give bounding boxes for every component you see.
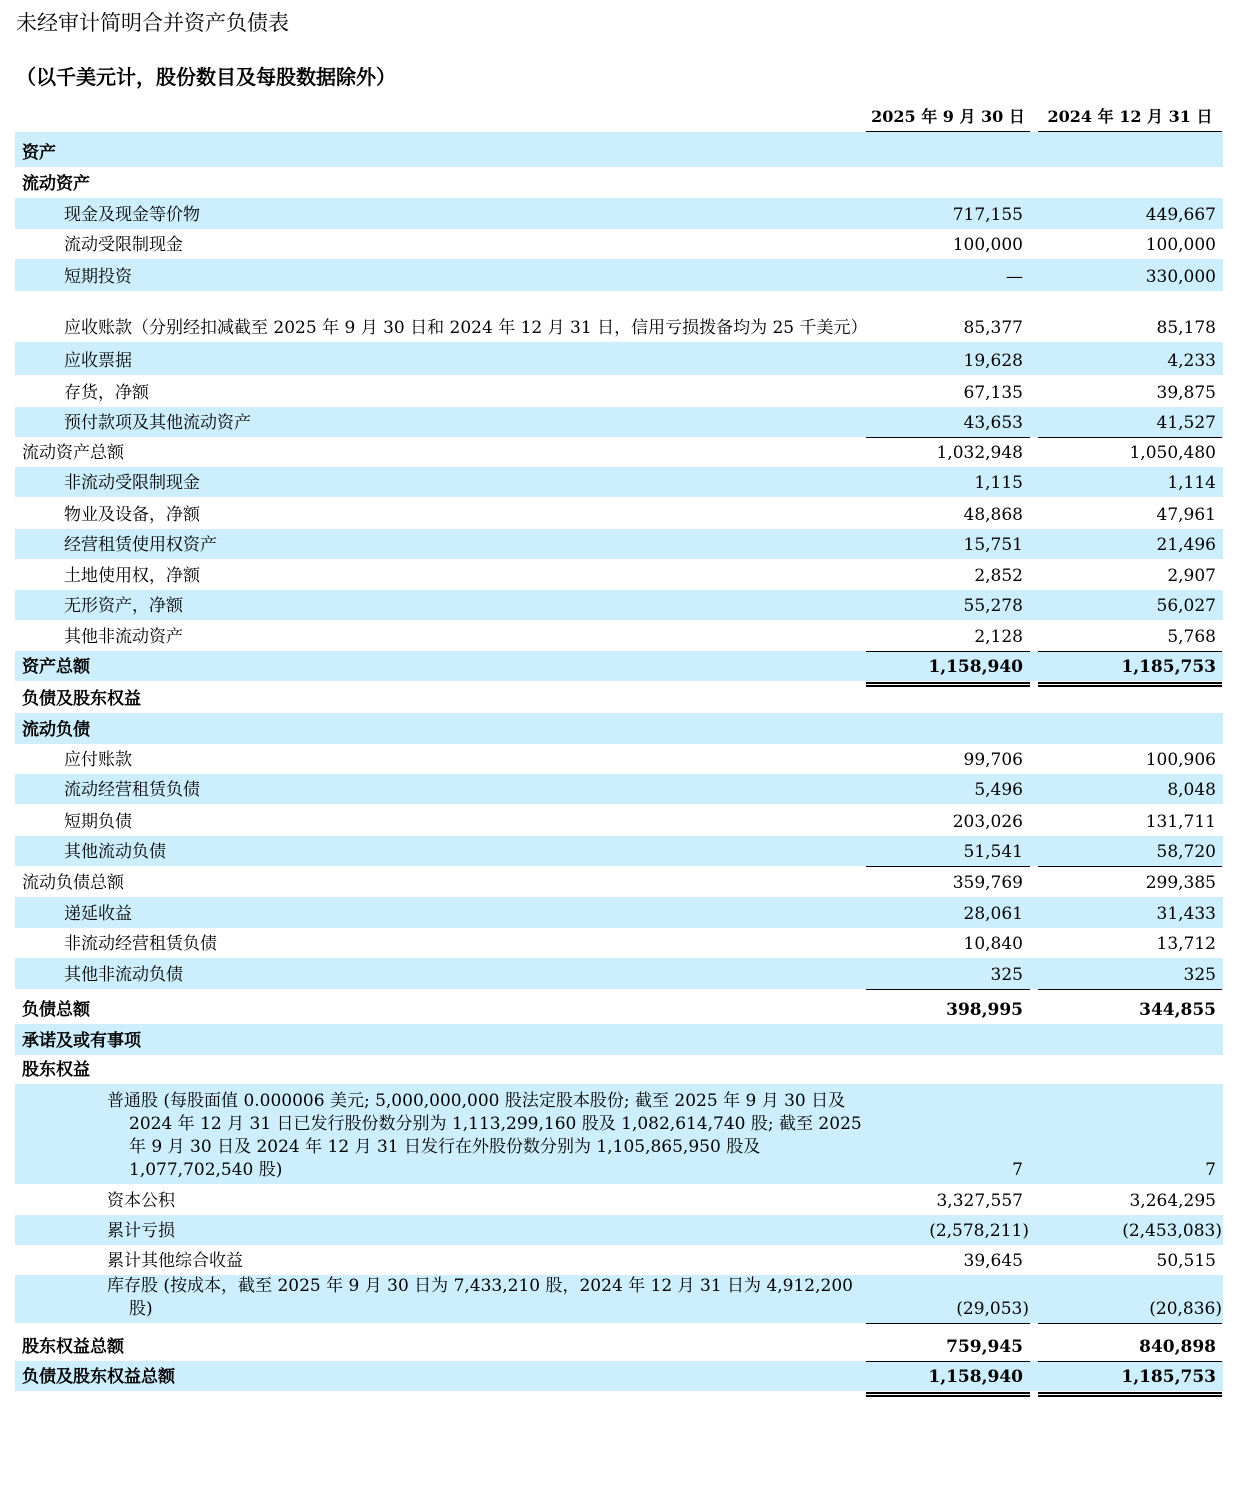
value-2025: (2,578,211) <box>929 1221 1029 1241</box>
row-label: 应付账款 <box>64 750 132 770</box>
row-label: 非流动经营租赁负债 <box>64 934 217 954</box>
row-label: 短期投资 <box>64 267 132 287</box>
table-row <box>15 229 1223 259</box>
row-label: 负债总额 <box>22 1000 90 1020</box>
table-row <box>15 167 1223 198</box>
value-2025: 717,155 <box>952 205 1023 225</box>
table-row <box>15 804 1223 836</box>
value-2025: 67,135 <box>963 383 1023 403</box>
row-label: 流动负债 <box>22 720 90 740</box>
row-label: 流动经营租赁负债 <box>64 780 200 800</box>
value-2024: 1,050,480 <box>1129 443 1216 463</box>
value-2024: 330,000 <box>1145 267 1216 287</box>
table-row <box>15 437 1223 467</box>
value-2024: 39,875 <box>1156 383 1216 403</box>
value-2025: 85,377 <box>963 318 1023 338</box>
row-label: 流动资产 <box>22 174 90 194</box>
row-label: 物业及设备，净额 <box>64 505 200 525</box>
table-row <box>15 198 1223 229</box>
value-2024: 299,385 <box>1145 873 1216 893</box>
value-2025: 51,541 <box>963 842 1023 862</box>
table-row <box>15 291 1223 342</box>
value-2025: 100,000 <box>952 235 1023 255</box>
row-label: 流动受限制现金 <box>64 235 183 255</box>
value-2025: 7 <box>1012 1160 1023 1180</box>
table-row <box>15 989 1223 1024</box>
rule-line <box>1038 651 1222 652</box>
rule-line <box>866 989 1030 990</box>
rule-line <box>866 437 1030 438</box>
row-label: 土地使用权，净额 <box>64 566 200 586</box>
row-label: 资产总额 <box>22 657 90 677</box>
table-row <box>15 836 1223 866</box>
value-2025: 3,327,557 <box>936 1191 1023 1211</box>
table-row <box>15 529 1223 559</box>
row-label: 普通股 (每股面值 0.000006 美元; 5,000,000,000 股法定股本股份; 截至 2025 年 9 月 30 日及 2024 年 12 月 31 日已发行股份数分别为 1,113,299,160 股及 1,082,614,740 股; 截至 2025 年 9 月 30 日及 2024 年 12 月 31 日发行在外股份数分别为 1,105,865,950 股及 1,077,702,540 股) <box>107 1091 862 1180</box>
value-2025: 2,128 <box>974 627 1023 647</box>
value-2024: 56,027 <box>1156 596 1216 616</box>
rule-line <box>866 651 1030 652</box>
row-label: 承诺及或有事项 <box>22 1031 141 1051</box>
row-label: 现金及现金等价物 <box>64 205 200 225</box>
row-label: 其他非流动资产 <box>64 627 183 647</box>
value-2024: 100,906 <box>1145 750 1216 770</box>
table-row <box>15 259 1223 291</box>
table-row <box>15 928 1223 958</box>
table-row <box>15 681 1223 713</box>
value-2024: (2,453,083) <box>1122 1221 1222 1241</box>
column-header-2025: 2025 年 9 月 30 日 <box>866 103 1030 133</box>
table-row <box>15 1275 1223 1323</box>
table-row <box>15 1055 1223 1084</box>
row-label: 库存股 (按成本，截至 2025 年 9 月 30 日为 7,433,210 股，2024 年 12 月 31 日为 4,912,200 股) <box>107 1276 853 1319</box>
value-2024: 3,264,295 <box>1129 1191 1216 1211</box>
value-2024: 2,907 <box>1167 566 1216 586</box>
rule-line <box>866 866 1030 867</box>
row-label: 非流动受限制现金 <box>64 473 200 493</box>
page-subtitle: （以千美元计，股份数目及每股数据除外） <box>16 65 396 89</box>
table-row <box>15 1245 1223 1275</box>
row-label: 股东权益总额 <box>22 1337 124 1357</box>
value-2025: 398,995 <box>946 1000 1023 1020</box>
row-label: 预付款项及其他流动资产 <box>64 413 251 433</box>
rule-line <box>1038 437 1222 438</box>
value-2025: 203,026 <box>952 812 1023 832</box>
table-row <box>15 897 1223 928</box>
rule-line <box>1038 866 1222 867</box>
value-2025: 28,061 <box>963 904 1023 924</box>
value-2025: 55,278 <box>963 596 1023 616</box>
value-2025: 10,840 <box>963 934 1023 954</box>
table-row <box>15 1323 1223 1361</box>
row-label: 负债及股东权益总额 <box>22 1367 175 1387</box>
row-label: 其他非流动负债 <box>64 965 183 985</box>
value-2024: 85,178 <box>1156 318 1216 338</box>
value-2025: 99,706 <box>963 750 1023 770</box>
table-row <box>15 559 1223 590</box>
table-row <box>15 866 1223 897</box>
value-2024: 325 <box>1183 965 1216 985</box>
row-label: 负债及股东权益 <box>22 689 141 709</box>
row-label: 应收票据 <box>64 351 132 371</box>
rule-line <box>1038 989 1222 990</box>
value-2024: 1,114 <box>1167 473 1216 493</box>
value-2024: 131,711 <box>1145 812 1216 832</box>
value-2025: 1,115 <box>974 473 1023 493</box>
value-2025: 325 <box>990 965 1023 985</box>
table-row <box>15 774 1223 804</box>
column-header-2024: 2024 年 12 月 31 日 <box>1038 103 1222 133</box>
value-2025: — <box>1006 267 1023 287</box>
row-label: 短期负债 <box>64 812 132 832</box>
value-2024: 1,185,753 <box>1121 657 1216 677</box>
table-row <box>15 958 1223 989</box>
table-row <box>15 744 1223 774</box>
value-2025: 48,868 <box>963 505 1023 525</box>
value-2024: 840,898 <box>1139 1337 1216 1357</box>
row-label: 应收账款（分别经扣减截至 2025 年 9 月 30 日和 2024 年 12 月 31 日，信用亏损拨备均为 25 千美元） <box>64 318 868 338</box>
row-label: 流动负债总额 <box>22 873 124 893</box>
value-2024: 4,233 <box>1167 351 1216 371</box>
value-2025: 359,769 <box>952 873 1023 893</box>
balance-sheet-table <box>15 132 1223 1391</box>
value-2025: 1,158,940 <box>928 1367 1023 1387</box>
row-label: 累计亏损 <box>107 1221 175 1241</box>
value-2024: 50,515 <box>1156 1251 1216 1271</box>
table-row <box>15 1215 1223 1245</box>
value-2024: 21,496 <box>1156 535 1216 555</box>
table-row <box>15 407 1223 437</box>
value-2024: 31,433 <box>1156 904 1216 924</box>
value-2024: 13,712 <box>1156 934 1216 954</box>
table-row <box>15 132 1223 167</box>
value-2025: 2,852 <box>974 566 1023 586</box>
value-2025: 5,496 <box>974 780 1023 800</box>
rule-line <box>866 1361 1030 1362</box>
value-2024: 344,855 <box>1139 1000 1216 1020</box>
value-2024: 7 <box>1205 1160 1216 1180</box>
value-2024: 5,768 <box>1167 627 1216 647</box>
row-label: 无形资产，净额 <box>64 596 183 616</box>
row-label: 存货，净额 <box>64 383 149 403</box>
value-2025: 15,751 <box>963 535 1023 555</box>
row-label: 流动资产总额 <box>22 443 124 463</box>
value-2024: 1,185,753 <box>1121 1367 1216 1387</box>
value-2025: 43,653 <box>963 413 1023 433</box>
table-row <box>15 342 1223 375</box>
value-2025: 1,032,948 <box>936 443 1023 463</box>
table-row <box>15 713 1223 744</box>
table-row <box>15 1084 1223 1184</box>
value-2024: 58,720 <box>1156 842 1216 862</box>
row-label: 递延收益 <box>64 904 132 924</box>
table-row <box>15 375 1223 407</box>
table-row <box>15 1024 1223 1055</box>
value-2025: (29,053) <box>956 1299 1029 1319</box>
value-2024: 8,048 <box>1167 780 1216 800</box>
row-label: 累计其他综合收益 <box>107 1251 243 1271</box>
table-row <box>15 620 1223 651</box>
rule-line <box>1038 1361 1222 1362</box>
row-label: 股东权益 <box>22 1060 90 1080</box>
row-label: 经营租赁使用权资产 <box>64 535 217 555</box>
value-2025: 39,645 <box>963 1251 1023 1271</box>
table-row <box>15 651 1223 681</box>
value-2025: 1,158,940 <box>928 657 1023 677</box>
rule-line <box>866 1392 1030 1397</box>
rule-line <box>1038 1323 1222 1324</box>
value-2024: 47,961 <box>1156 505 1216 525</box>
page-title: 未经审计简明合并资产负债表 <box>16 11 289 35</box>
rule-line <box>1038 1392 1222 1397</box>
table-row <box>15 497 1223 529</box>
value-2025: 759,945 <box>946 1337 1023 1357</box>
row-label: 资本公积 <box>107 1191 175 1211</box>
table-row <box>15 1361 1223 1391</box>
row-label: 资产 <box>22 143 56 163</box>
value-2024: 100,000 <box>1145 235 1216 255</box>
value-2025: 19,628 <box>963 351 1023 371</box>
rule-line <box>866 1323 1030 1324</box>
table-row <box>15 590 1223 620</box>
value-2024: 41,527 <box>1156 413 1216 433</box>
value-2024: 449,667 <box>1145 205 1216 225</box>
table-row <box>15 1184 1223 1215</box>
value-2024: (20,836) <box>1149 1299 1222 1319</box>
row-label: 其他流动负债 <box>64 842 166 862</box>
table-row <box>15 467 1223 497</box>
